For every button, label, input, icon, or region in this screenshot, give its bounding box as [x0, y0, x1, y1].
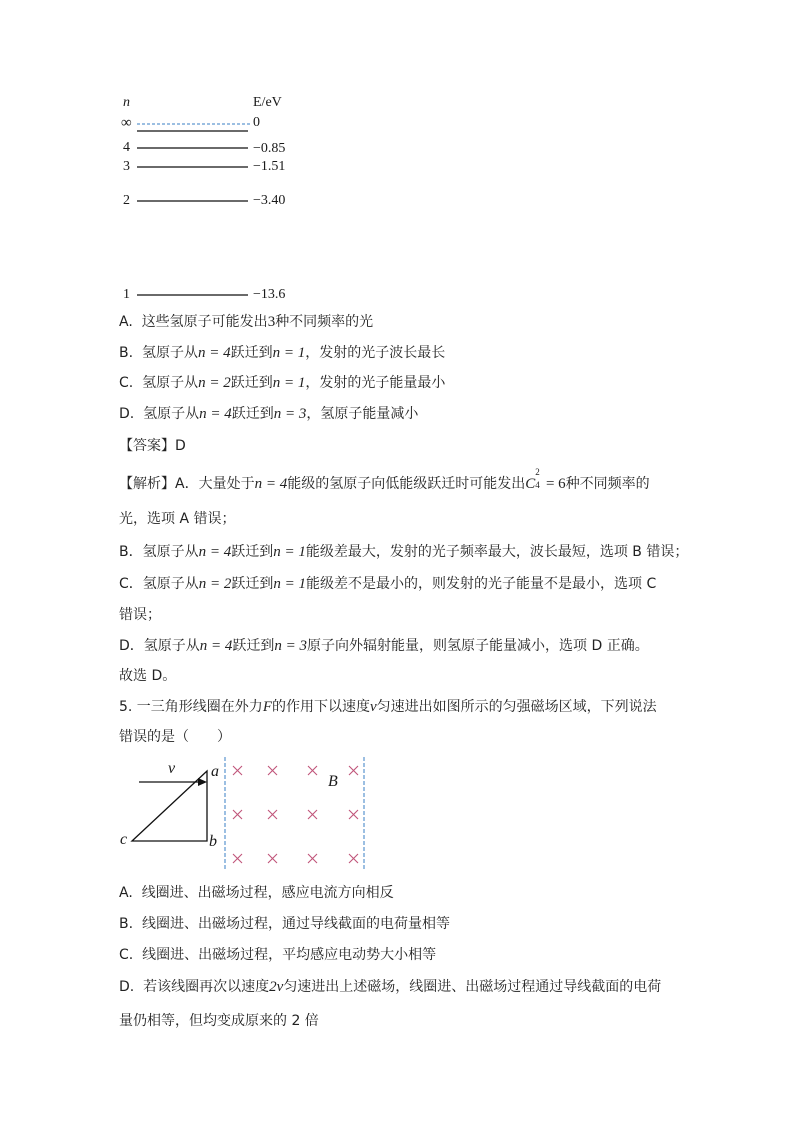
q4-option-d: D. 氢原子从n = 4跃迁到n = 3，氢原子能量减小: [119, 406, 419, 422]
level-e-infinity: 0: [253, 115, 260, 130]
velocity-label: v: [168, 760, 176, 777]
q4-option-c: C. 氢原子从n = 2跃迁到n = 1，发射的光子能量最小: [119, 375, 446, 391]
analysis-line-6: D．氢原子从n = 4跃迁到n = 3原子向外辐射能量，则氢原子能量减小，选项 D 正确。: [119, 638, 649, 654]
level-e-4: −0.85: [253, 141, 286, 156]
field-cross: [268, 766, 277, 775]
field-cross: [268, 810, 277, 819]
field-cross: [233, 810, 242, 819]
level-e-3: −1.51: [253, 159, 286, 174]
vertex-c-label: c: [120, 831, 128, 848]
q5-option-d-line-2: 量仍相等，但均变成原来的 2 倍: [119, 1013, 319, 1029]
field-cross: [308, 766, 317, 775]
field-cross: [233, 854, 242, 863]
field-cross: [349, 766, 358, 775]
field-cross: [349, 854, 358, 863]
analysis-line-7: 故选 D。: [119, 668, 177, 684]
velocity-arrowhead: [198, 778, 207, 786]
energy-axis-label: E/eV: [253, 95, 282, 110]
field-cross: [268, 854, 277, 863]
field-cross: [308, 854, 317, 863]
field-crosses: [233, 766, 358, 863]
level-n-infinity: ∞: [121, 115, 132, 131]
vertex-a-label: a: [211, 763, 219, 780]
q5-stem-line-2: 错误的是（ ）: [119, 729, 231, 745]
analysis-line-1: 【解析】A．大量处于n = 4能级的氢原子向低能级跃迁时可能发出C 2 4 = 6种不同频率的: [119, 467, 650, 492]
q5-option-b: B. 线圈进、出磁场过程，通过导线截面的电荷量相等: [119, 916, 450, 932]
analysis-line-2: 光，选项 A 错误；: [119, 511, 236, 527]
field-cross: [233, 766, 242, 775]
analysis-line-3: B．氢原子从n = 4跃迁到n = 1能级差最大，发射的光子频率最大，波长最短，选项 B 错误；: [119, 544, 689, 560]
combination-symbol: C: [525, 476, 536, 492]
level-e-2: −3.40: [253, 193, 286, 208]
q4-answer: 【答案】D: [119, 438, 186, 454]
level-n-1: 1: [123, 287, 130, 302]
level-n-2: 2: [123, 193, 130, 208]
level-e-1: −13.6: [253, 287, 286, 302]
q5-stem-line-1: 5. 一三角形线圈在外力F的作用下以速度v匀速进出如图所示的匀强磁场区域，下列说法: [119, 699, 657, 715]
field-b-label: B: [328, 773, 338, 790]
q5-option-a: A. 线圈进、出磁场过程，感应电流方向相反: [119, 885, 394, 901]
n-axis-label: n: [123, 95, 130, 110]
q4-option-b: B. 氢原子从n = 4跃迁到n = 1，发射的光子波长最长: [119, 345, 446, 361]
q5-option-d: D. 若该线圈再次以速度2v匀速进出上述磁场，线圈进、出磁场过程通过导线截面的电荷: [119, 979, 662, 995]
field-cross: [308, 810, 317, 819]
analysis-line-5: 错误；: [119, 607, 161, 623]
analysis-line-4: C．氢原子从n = 2跃迁到n = 1能级差不是最小的，则发射的光子能量不是最小，选项 C: [119, 576, 657, 592]
vertex-b-label: b: [209, 833, 217, 850]
q5-option-c: C. 线圈进、出磁场过程，平均感应电动势大小相等: [119, 947, 437, 963]
q4-option-a: A. 这些氢原子可能发出3种不同频率的光: [119, 314, 374, 330]
field-cross: [349, 810, 358, 819]
level-n-4: 4: [123, 140, 130, 155]
level-n-3: 3: [123, 159, 130, 174]
